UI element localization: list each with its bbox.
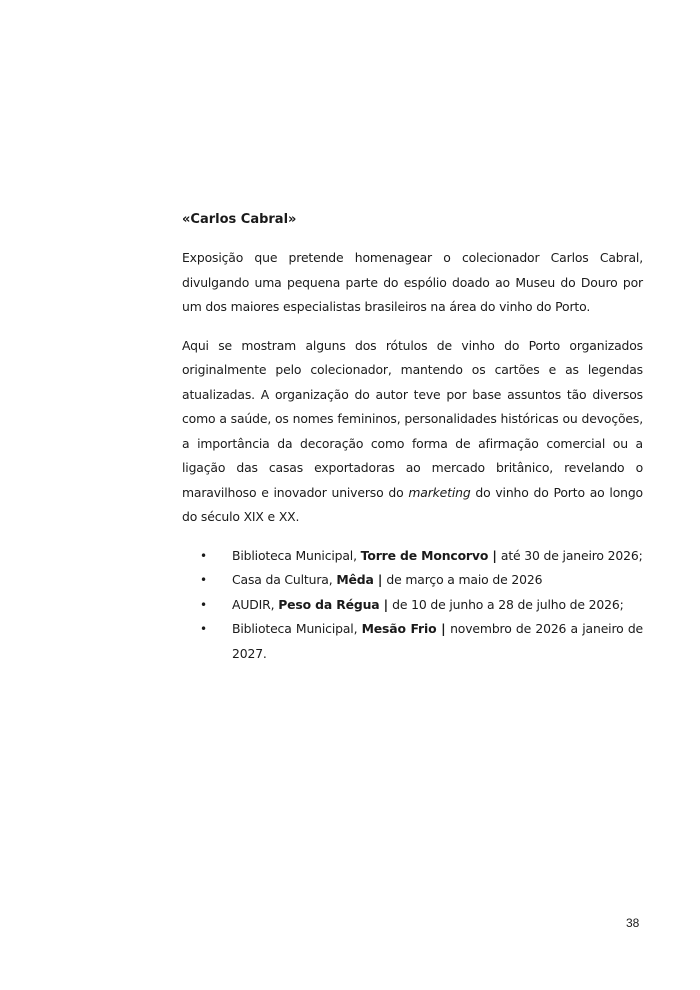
exhibition-title: «Carlos Cabral»	[182, 212, 297, 227]
document-body	[182, 210, 643, 666]
description-text-before: Aqui se mostram alguns dos rótulos de vinho do Porto organizados originalmente pelo colecionador, mantendo os cartões e as legendas atualizadas. A organização do autor teve por base assuntos tão diversos como a saúde, os nomes femininos, personalidades históricas ou devoções, a importância da decoração como forma de afirmação comercial ou a ligação das casas exportadoras ao mercado britânico, revelando o maravilhoso e inovador universo do	[182, 337, 643, 500]
bullet-icon: •	[200, 573, 207, 587]
venue-item	[182, 593, 643, 618]
venue-prefix: AUDIR,	[232, 596, 279, 612]
venue-place: Mesão Frio	[361, 621, 437, 636]
venue-place: Torre de Moncorvo	[360, 547, 489, 563]
venue-list	[182, 544, 643, 667]
venue-dates: novembro de 2026 a janeiro de 2027.	[232, 621, 644, 661]
intro-paragraph: Exposição que pretende homenagear o colecionador Carlos Cabral, divulgando uma pequena parte do espólio doado ao Museu do Douro por um dos maiores especialistas brasileiros na área do vinho do Porto.	[182, 250, 643, 314]
venue-place: Peso da Régua	[278, 596, 380, 612]
venue-dates: de março a maio de 2026	[386, 572, 543, 587]
venue-item	[182, 544, 643, 569]
venue-place: Mêda	[336, 572, 374, 587]
venue-prefix: Casa da Cultura,	[232, 572, 337, 587]
venue-dates: até 30 de janeiro 2026;	[500, 547, 643, 563]
page-number: 38	[626, 916, 640, 930]
venue-separator: |	[379, 596, 393, 612]
bullet-icon: •	[200, 622, 207, 636]
bullet-icon: •	[200, 597, 207, 612]
venue-prefix: Biblioteca Municipal,	[232, 621, 362, 636]
bullet-icon: •	[200, 548, 207, 563]
venue-separator: |	[373, 572, 387, 587]
description-emphasis: marketing	[408, 484, 471, 500]
venue-separator: |	[436, 621, 451, 636]
venue-dates: de 10 de junho a 28 de julho de 2026;	[392, 596, 624, 612]
venue-separator: |	[488, 547, 501, 563]
venue-item	[182, 617, 643, 666]
description-paragraph	[182, 334, 643, 530]
venue-prefix: Biblioteca Municipal,	[232, 547, 361, 563]
description-text-after: do vinho do Porto ao longo do século XIX e XX.	[182, 484, 643, 524]
venue-item	[182, 568, 643, 593]
